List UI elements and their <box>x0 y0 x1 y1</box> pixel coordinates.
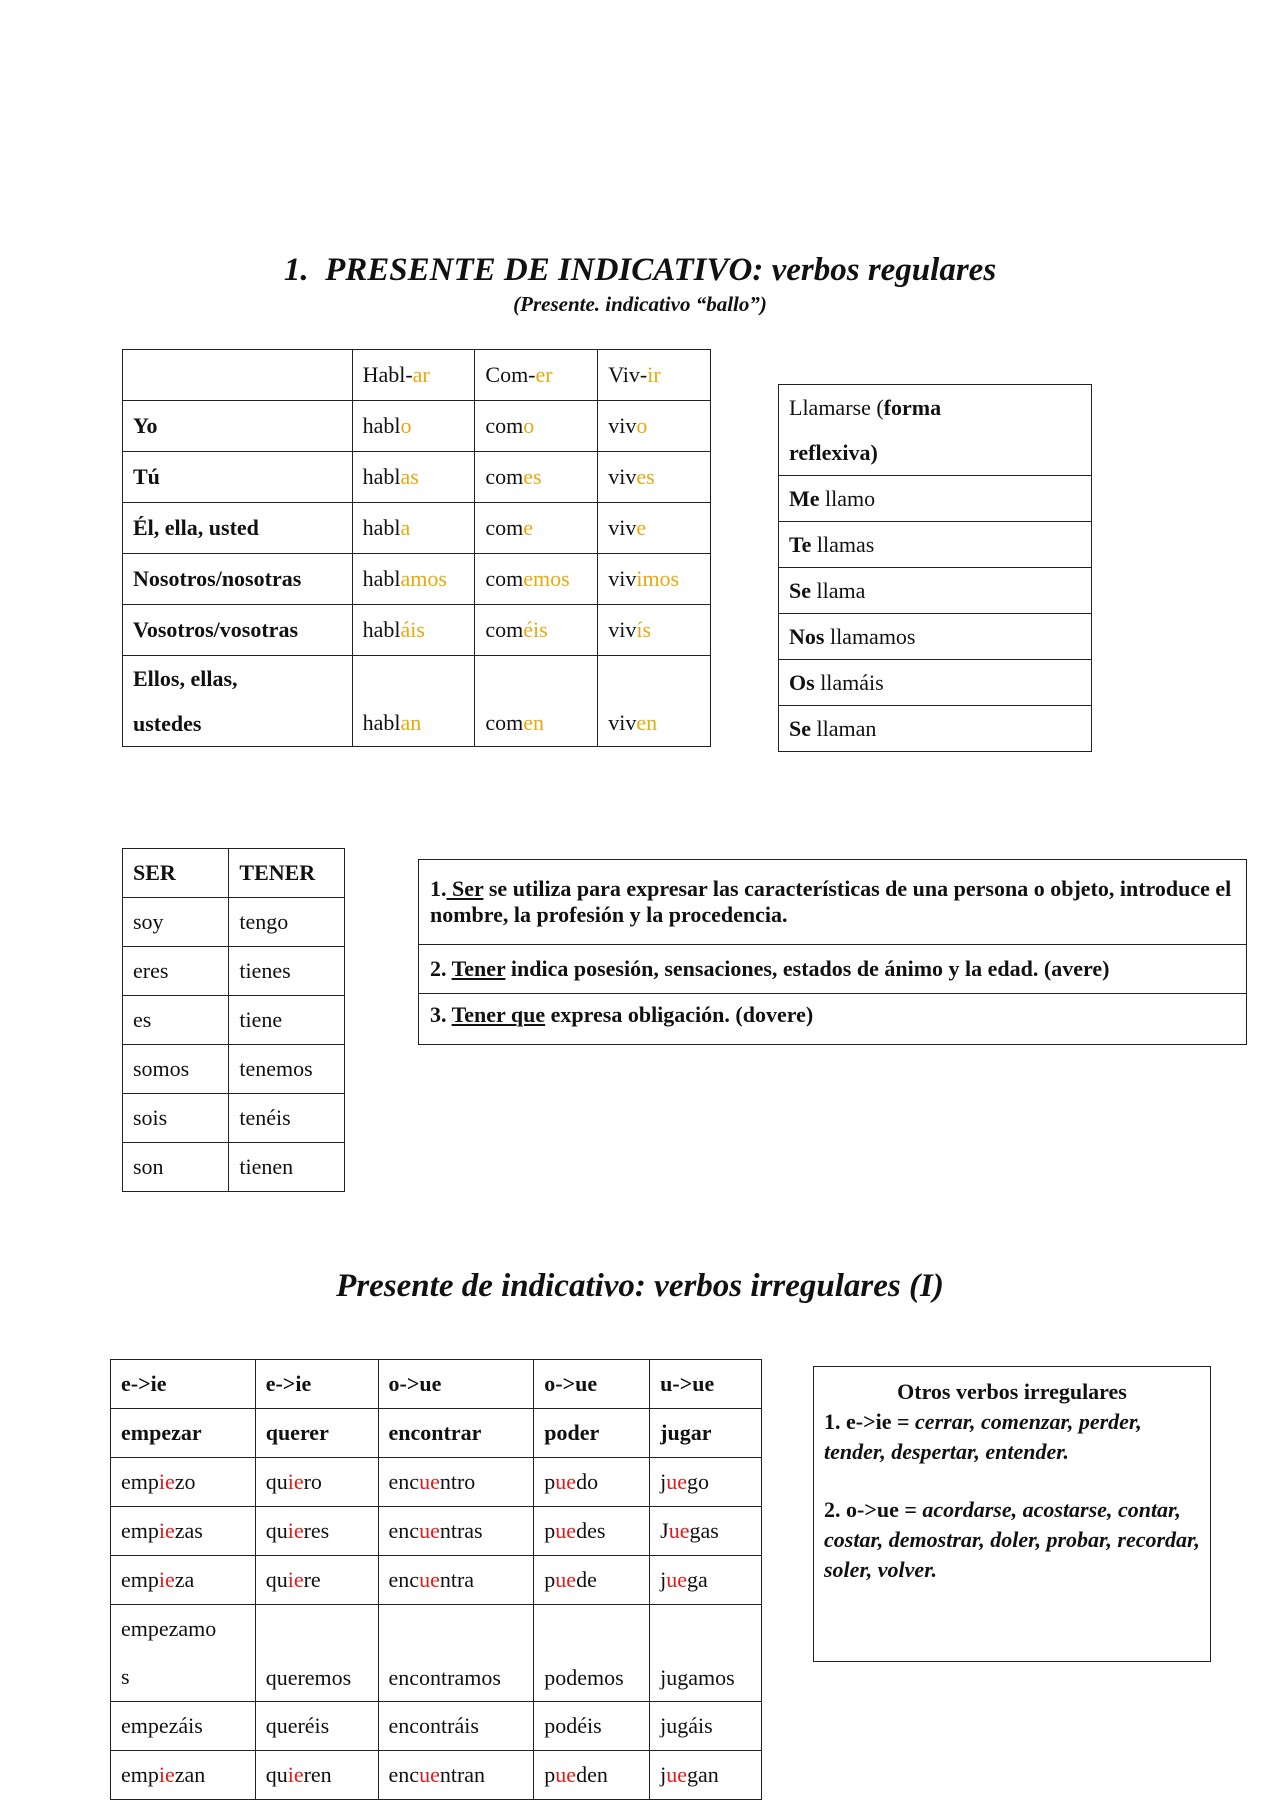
conjugation-cell: encuentran <box>378 1751 534 1800</box>
conjugation-cell: queréis <box>255 1702 378 1751</box>
llamarse-table <box>778 384 1092 752</box>
verb-cell: empezar <box>111 1409 256 1458</box>
header-cell: Viv-ir <box>598 350 711 401</box>
conjugation-cell: pueden <box>534 1751 650 1800</box>
conjugation-cell: empieza <box>111 1556 256 1605</box>
title-number: 1. <box>283 252 309 288</box>
note-ser: 1. Ser se utiliza para expresar las características de una persona o objeto, introduce el nombre, la profesión y la procedencia. <box>419 860 1247 945</box>
table-row <box>123 656 711 747</box>
table-header-row <box>123 849 345 898</box>
conjugation-cell: hablo <box>352 401 475 452</box>
conjugation-cell: hablan <box>352 656 475 747</box>
change-row <box>111 1360 762 1409</box>
change-cell: u->ue <box>650 1360 762 1409</box>
table-row <box>123 452 711 503</box>
verb-cell: poder <box>534 1409 650 1458</box>
conjugation-cell: hablamos <box>352 554 475 605</box>
ser-cell: son <box>123 1143 229 1192</box>
other-irregular-verbs-box <box>813 1366 1211 1662</box>
table-row <box>123 1143 345 1192</box>
conjugation-cell: comen <box>475 656 598 747</box>
table-row <box>779 706 1092 752</box>
conjugation-cell: hablas <box>352 452 475 503</box>
conjugation-cell: podemos <box>534 1605 650 1702</box>
table-row <box>123 605 711 656</box>
person-cell: Él, ella, usted <box>123 503 353 554</box>
change-cell: o->ue <box>534 1360 650 1409</box>
conjugation-cell: queremos <box>255 1605 378 1702</box>
tener-cell: tenemos <box>229 1045 345 1094</box>
conjugation-cell: vive <box>598 503 711 554</box>
conjugation-cell: comemos <box>475 554 598 605</box>
conjugation-cell: jugáis <box>650 1702 762 1751</box>
page-title <box>0 252 1280 289</box>
conjugation-cell: juegan <box>650 1751 762 1800</box>
table-row <box>111 1605 762 1702</box>
conjugation-cell: empiezo <box>111 1458 256 1507</box>
llamarse-cell: Os llamáis <box>779 660 1092 706</box>
section-title: Presente de indicativo: verbos irregulares (I) <box>336 1268 944 1304</box>
person-cell: Yo <box>123 401 353 452</box>
conjugation-cell: juego <box>650 1458 762 1507</box>
table-row <box>123 1045 345 1094</box>
verb-cell: jugar <box>650 1409 762 1458</box>
tener-cell: tengo <box>229 898 345 947</box>
conjugation-cell: puede <box>534 1556 650 1605</box>
table-row <box>123 996 345 1045</box>
tener-cell: tiene <box>229 996 345 1045</box>
llamarse-header: Llamarse (forma reflexiva) <box>779 385 1092 476</box>
conjugation-cell: viven <box>598 656 711 747</box>
person-cell: Nosotros/nosotras <box>123 554 353 605</box>
conjugation-cell: Juegas <box>650 1507 762 1556</box>
table-row <box>123 1094 345 1143</box>
table-row <box>123 503 711 554</box>
conjugation-cell: vivo <box>598 401 711 452</box>
person-cell: Tú <box>123 452 353 503</box>
conjugation-cell: encuentra <box>378 1556 534 1605</box>
table-row <box>111 1702 762 1751</box>
header-cell: TENER <box>229 849 345 898</box>
table-row <box>123 898 345 947</box>
table-row <box>111 1556 762 1605</box>
conjugation-cell: encuentro <box>378 1458 534 1507</box>
conjugation-cell: encontramos <box>378 1605 534 1702</box>
llamarse-cell: Se llaman <box>779 706 1092 752</box>
conjugation-cell: comes <box>475 452 598 503</box>
conjugation-cell: vivimos <box>598 554 711 605</box>
note-tener-que: 3. Tener que expresa obligación. (dovere) <box>419 994 1247 1045</box>
conjugation-cell: puedo <box>534 1458 650 1507</box>
note-row <box>419 860 1247 945</box>
page-subtitle: (Presente. indicativo “ballo”) <box>513 292 767 316</box>
llamarse-cell: Te llamas <box>779 522 1092 568</box>
conjugation-cell: come <box>475 503 598 554</box>
conjugation-cell: quiero <box>255 1458 378 1507</box>
conjugation-cell: encuentras <box>378 1507 534 1556</box>
table-row <box>779 568 1092 614</box>
conjugation-cell: habláis <box>352 605 475 656</box>
conjugation-cell: empiezan <box>111 1751 256 1800</box>
table-header-row <box>123 350 711 401</box>
conjugation-cell: empezamo s <box>111 1605 256 1702</box>
verb-row <box>111 1409 762 1458</box>
verb-cell: querer <box>255 1409 378 1458</box>
table-row <box>111 1458 762 1507</box>
tener-cell: tenéis <box>229 1094 345 1143</box>
person-cell: Vosotros/vosotras <box>123 605 353 656</box>
note-tener: 2. Tener indica posesión, sensaciones, estados de ánimo y la edad. (avere) <box>419 945 1247 994</box>
box-title: Otros verbos irregulares <box>897 1379 1127 1404</box>
conjugation-cell: habla <box>352 503 475 554</box>
box-item-e-ie: 1. e->ie = cerrar, comenzar, perder, tender, despertar, entender. <box>824 1409 1142 1464</box>
box-item-o-ue: 2. o->ue = acordarse, acostarse, contar, costar, demostrar, doler, probar, recordar, soler, volver. <box>824 1497 1200 1582</box>
header-cell: Com-er <box>475 350 598 401</box>
header-cell: SER <box>123 849 229 898</box>
irregular-verbs-table <box>110 1359 762 1800</box>
conjugation-cell: como <box>475 401 598 452</box>
table-row <box>779 660 1092 706</box>
title-text: PRESENTE DE INDICATIVO: verbos regulares <box>325 252 997 288</box>
tener-cell: tienes <box>229 947 345 996</box>
conjugation-cell: encontráis <box>378 1702 534 1751</box>
conjugation-cell: vives <box>598 452 711 503</box>
conjugation-cell: jugamos <box>650 1605 762 1702</box>
ser-cell: sois <box>123 1094 229 1143</box>
regular-verbs-table <box>122 349 711 747</box>
note-row <box>419 945 1247 994</box>
llamarse-cell: Se llama <box>779 568 1092 614</box>
change-cell: e->ie <box>255 1360 378 1409</box>
header-cell: Habl-ar <box>352 350 475 401</box>
conjugation-cell: vivís <box>598 605 711 656</box>
conjugation-cell: puedes <box>534 1507 650 1556</box>
table-row <box>779 522 1092 568</box>
conjugation-cell: quiere <box>255 1556 378 1605</box>
table-row <box>111 1751 762 1800</box>
table-row <box>111 1507 762 1556</box>
conjugation-cell: juega <box>650 1556 762 1605</box>
ser-cell: somos <box>123 1045 229 1094</box>
conjugation-cell: podéis <box>534 1702 650 1751</box>
llamarse-cell: Me llamo <box>779 476 1092 522</box>
change-cell: e->ie <box>111 1360 256 1409</box>
table-row <box>779 614 1092 660</box>
tener-cell: tienen <box>229 1143 345 1192</box>
conjugation-cell: empiezas <box>111 1507 256 1556</box>
ser-cell: eres <box>123 947 229 996</box>
person-cell: Ellos, ellas, ustedes <box>123 656 353 747</box>
table-row <box>123 554 711 605</box>
table-row <box>123 947 345 996</box>
note-row <box>419 994 1247 1045</box>
conjugation-cell: quieres <box>255 1507 378 1556</box>
conjugation-cell: coméis <box>475 605 598 656</box>
table-header-row <box>779 385 1092 476</box>
usage-notes-table <box>418 859 1247 1045</box>
conjugation-cell: quieren <box>255 1751 378 1800</box>
table-row <box>779 476 1092 522</box>
llamarse-cell: Nos llamamos <box>779 614 1092 660</box>
ser-tener-table <box>122 848 345 1192</box>
ser-cell: es <box>123 996 229 1045</box>
ser-cell: soy <box>123 898 229 947</box>
conjugation-cell: empezáis <box>111 1702 256 1751</box>
table-row <box>123 401 711 452</box>
empty-header-cell <box>123 350 353 401</box>
verb-cell: encontrar <box>378 1409 534 1458</box>
change-cell: o->ue <box>378 1360 534 1409</box>
